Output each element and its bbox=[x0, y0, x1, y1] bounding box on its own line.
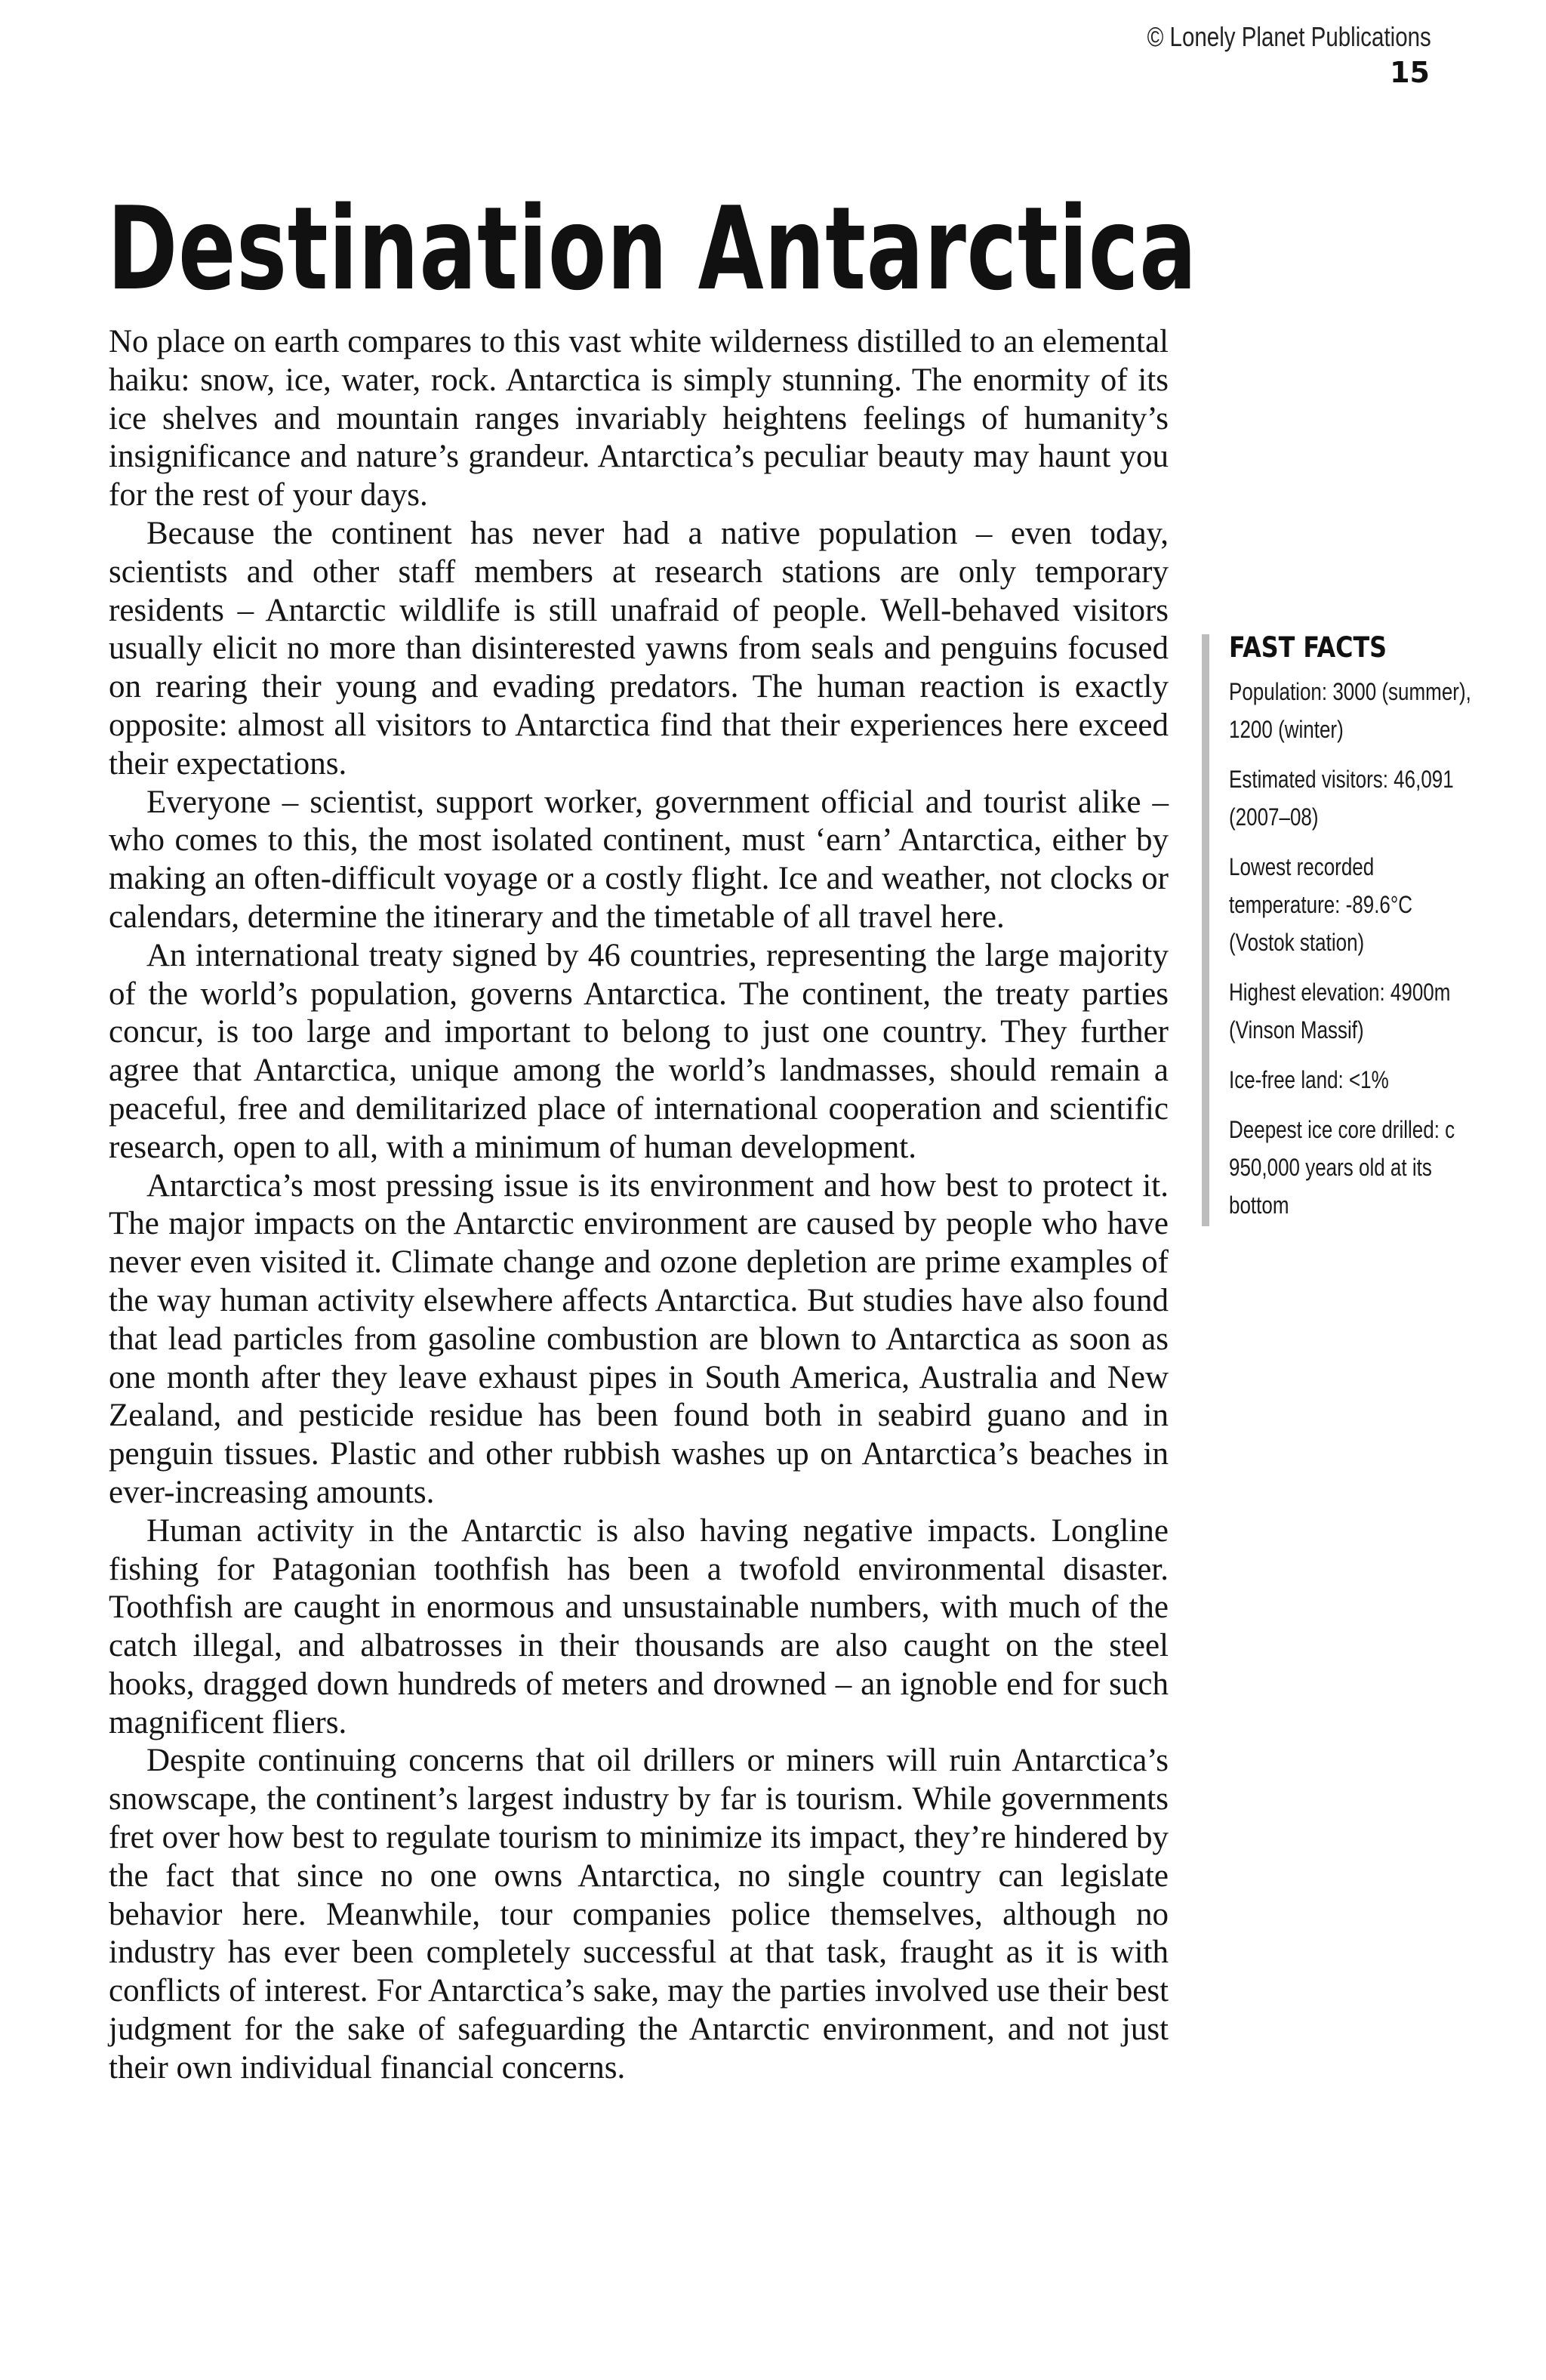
publisher-credit: © Lonely Planet Publications bbox=[1147, 21, 1431, 52]
fact-deepest-ice-core: Deepest ice core drilled: c 950,000 years old at its bottom bbox=[1229, 1116, 1455, 1219]
fact-visitors: Estimated visitors: 46,091 (2007–08) bbox=[1229, 766, 1454, 831]
paragraph-5: Antarctica’s most pressing issue is its environment and how best to protect it. The major impacts on the Antarctic environment are caused by people who have never even visited it. Climate change and ozone depletion are prime examples of the way human activity elsewhere affects Antarctica. But studies have also found that lead particles from gasoline combustion are blown to Antarctica as soon as one month after they leave exhaust pipes in South America, Australia and New Zealand, and pesticide residue has been found both in seabird guano and in penguin tissues. Plastic and other rubbish washes up on Antarctica’s beaches in ever-increasing amounts. bbox=[109, 1167, 1169, 1510]
fact-lowest-temperature: Lowest recorded temperature: -89.6°C (Vostok station) bbox=[1229, 853, 1413, 956]
paragraph-7: Despite continuing concerns that oil drillers or miners will ruin Antarctica’s snowscape, the continent’s largest industry by far is tourism. While governments fret over how best to regulate tourism to minimize its impact, they’re hindered by the fact that since no one owns Antarctica, no single country can legislate behavior here. Meanwhile, tour companies police themselves, although no industry has ever been completely successful at that task, fraught as it is with conflicts of interest. For Antarctica’s sake, may the parties involved use their best judgment for the sake of safeguarding the Antarctic environment, and not just their own individual financial concerns. bbox=[109, 1743, 1169, 2086]
fast-facts-heading: FAST FACTS bbox=[1229, 631, 1387, 664]
fast-facts-sidebar bbox=[1202, 631, 1489, 1226]
page-title: Destination Antarctica bbox=[107, 182, 1197, 316]
paragraph-6: Human activity in the Antarctic is also having negative impacts. Longline fishing for Patagonian toothfish has been a twofold environmental disaster. Toothfish are caught in enormous and unsustainable numbers, with much of the catch illegal, and albatrosses in their thousands are also caught on the steel hooks, dragged down hundreds of meters and drowned – an ignoble end for such magnificent fliers. bbox=[109, 1512, 1169, 1740]
paragraph-2: Because the continent has never had a native population – even today, scientists and other staff members at research stations are only temporary residents – Antarctic wildlife is still unafraid of people. Well-behaved visitors usually elicit no more than disinterested yawns from seals and penguins focused on rearing their young and evading predators. The human reaction is exactly opposite: almost all visitors to Antarctica find that their experiences here exceed their expectations. bbox=[109, 515, 1169, 782]
paragraph-3: Everyone – scientist, support worker, government official and tourist alike – who comes to this, the most isolated continent, must ‘earn’ Antarctica, either by making an often-difficult voyage or a costly flight. Ice and weather, not clocks or calendars, determine the itinerary and the timetable of all travel here. bbox=[109, 784, 1169, 935]
fact-population: Population: 3000 (summer), 1200 (winter) bbox=[1229, 678, 1471, 743]
article-body bbox=[109, 323, 1169, 2088]
page-number: 15 bbox=[1390, 56, 1430, 89]
fact-ice-free-land: Ice-free land: <1% bbox=[1229, 1066, 1389, 1093]
fact-highest-elevation: Highest elevation: 4900m (Vinson Massif) bbox=[1229, 979, 1451, 1044]
paragraph-1: No place on earth compares to this vast white wilderness distilled to an elemental haiku: snow, ice, water, rock. Antarctica is simply stunning. The enormity of its ice shelves and mountain ranges invariably heightens feelings of humanity’s insignificance and nature’s grandeur. Antarctica’s peculiar beauty may haunt you for the rest of your days. bbox=[109, 324, 1169, 513]
paragraph-4: An international treaty signed by 46 countries, representing the large majority of the world’s population, governs Antarctica. The continent, the treaty parties concur, is too large and important to belong to just one country. They further agree that Antarctica, unique among the world’s landmasses, should remain a peaceful, free and demilitarized place of international cooperation and scientific research, open to all, with a minimum of human development. bbox=[109, 937, 1169, 1165]
